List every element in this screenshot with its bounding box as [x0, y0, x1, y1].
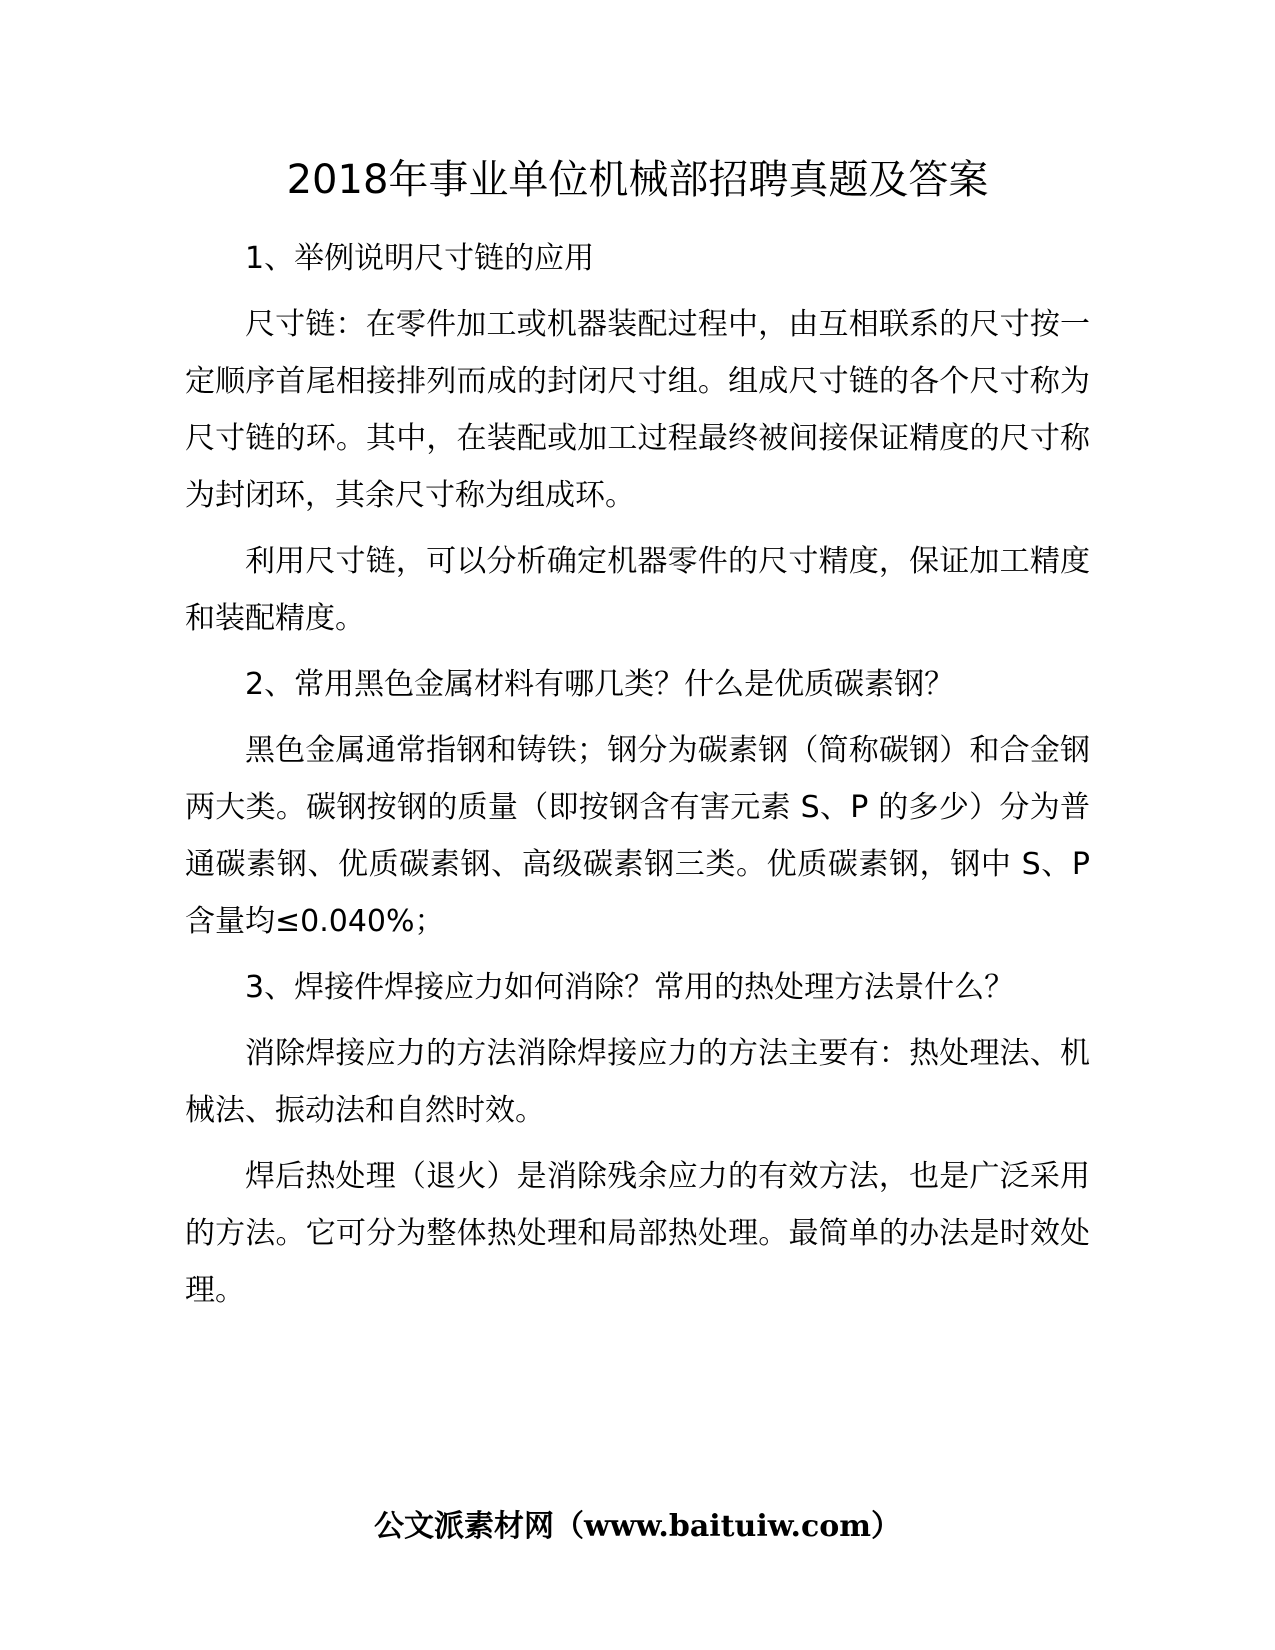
question-2: 2、常用黑色金属材料有哪几类？什么是优质碳素钢？	[245, 667, 955, 702]
answer-2-paragraph-1: 黑色金属通常指钢和铸铁；钢分为碳素钢（简称碳钢）和合金钢两大类。碳钢按钢的质量（即按钢含有害元素 S、P 的多少）分为普通碳素钢、优质碳素钢、高级碳素钢三类。优质碳素钢，钢中 S、P 含量均≤0.040%；	[185, 733, 1090, 939]
answer-3-paragraph-2: 焊后热处理（退火）是消除残余应力的有效方法，也是广泛采用的方法。它可分为整体热处理和局部热处理。最简单的办法是时效处理。	[185, 1159, 1090, 1308]
answer-3-paragraph-1: 消除焊接应力的方法消除焊接应力的方法主要有：热处理法、机械法、振动法和自然时效。	[185, 1036, 1090, 1128]
answer-1-paragraph-2: 利用尺寸链，可以分析确定机器零件的尺寸精度，保证加工精度和装配精度。	[185, 544, 1090, 636]
question-1: 1、举例说明尺寸链的应用	[245, 241, 595, 276]
document-title: 2018年事业单位机械部招聘真题及答案	[286, 157, 989, 203]
question-3: 3、焊接件焊接应力如何消除？常用的热处理方法景什么？	[245, 970, 1015, 1005]
page-footer: 公文派素材网（www.baituiw.com）	[373, 1509, 902, 1544]
document-body	[185, 230, 1090, 1328]
answer-1-paragraph-1: 尺寸链：在零件加工或机器装配过程中，由互相联系的尺寸按一定顺序首尾相接排列而成的封闭尺寸组。组成尺寸链的各个尺寸称为尺寸链的环。其中，在装配或加工过程最终被间接保证精度的尺寸称为封闭环，其余尺寸称为组成环。	[185, 307, 1090, 513]
